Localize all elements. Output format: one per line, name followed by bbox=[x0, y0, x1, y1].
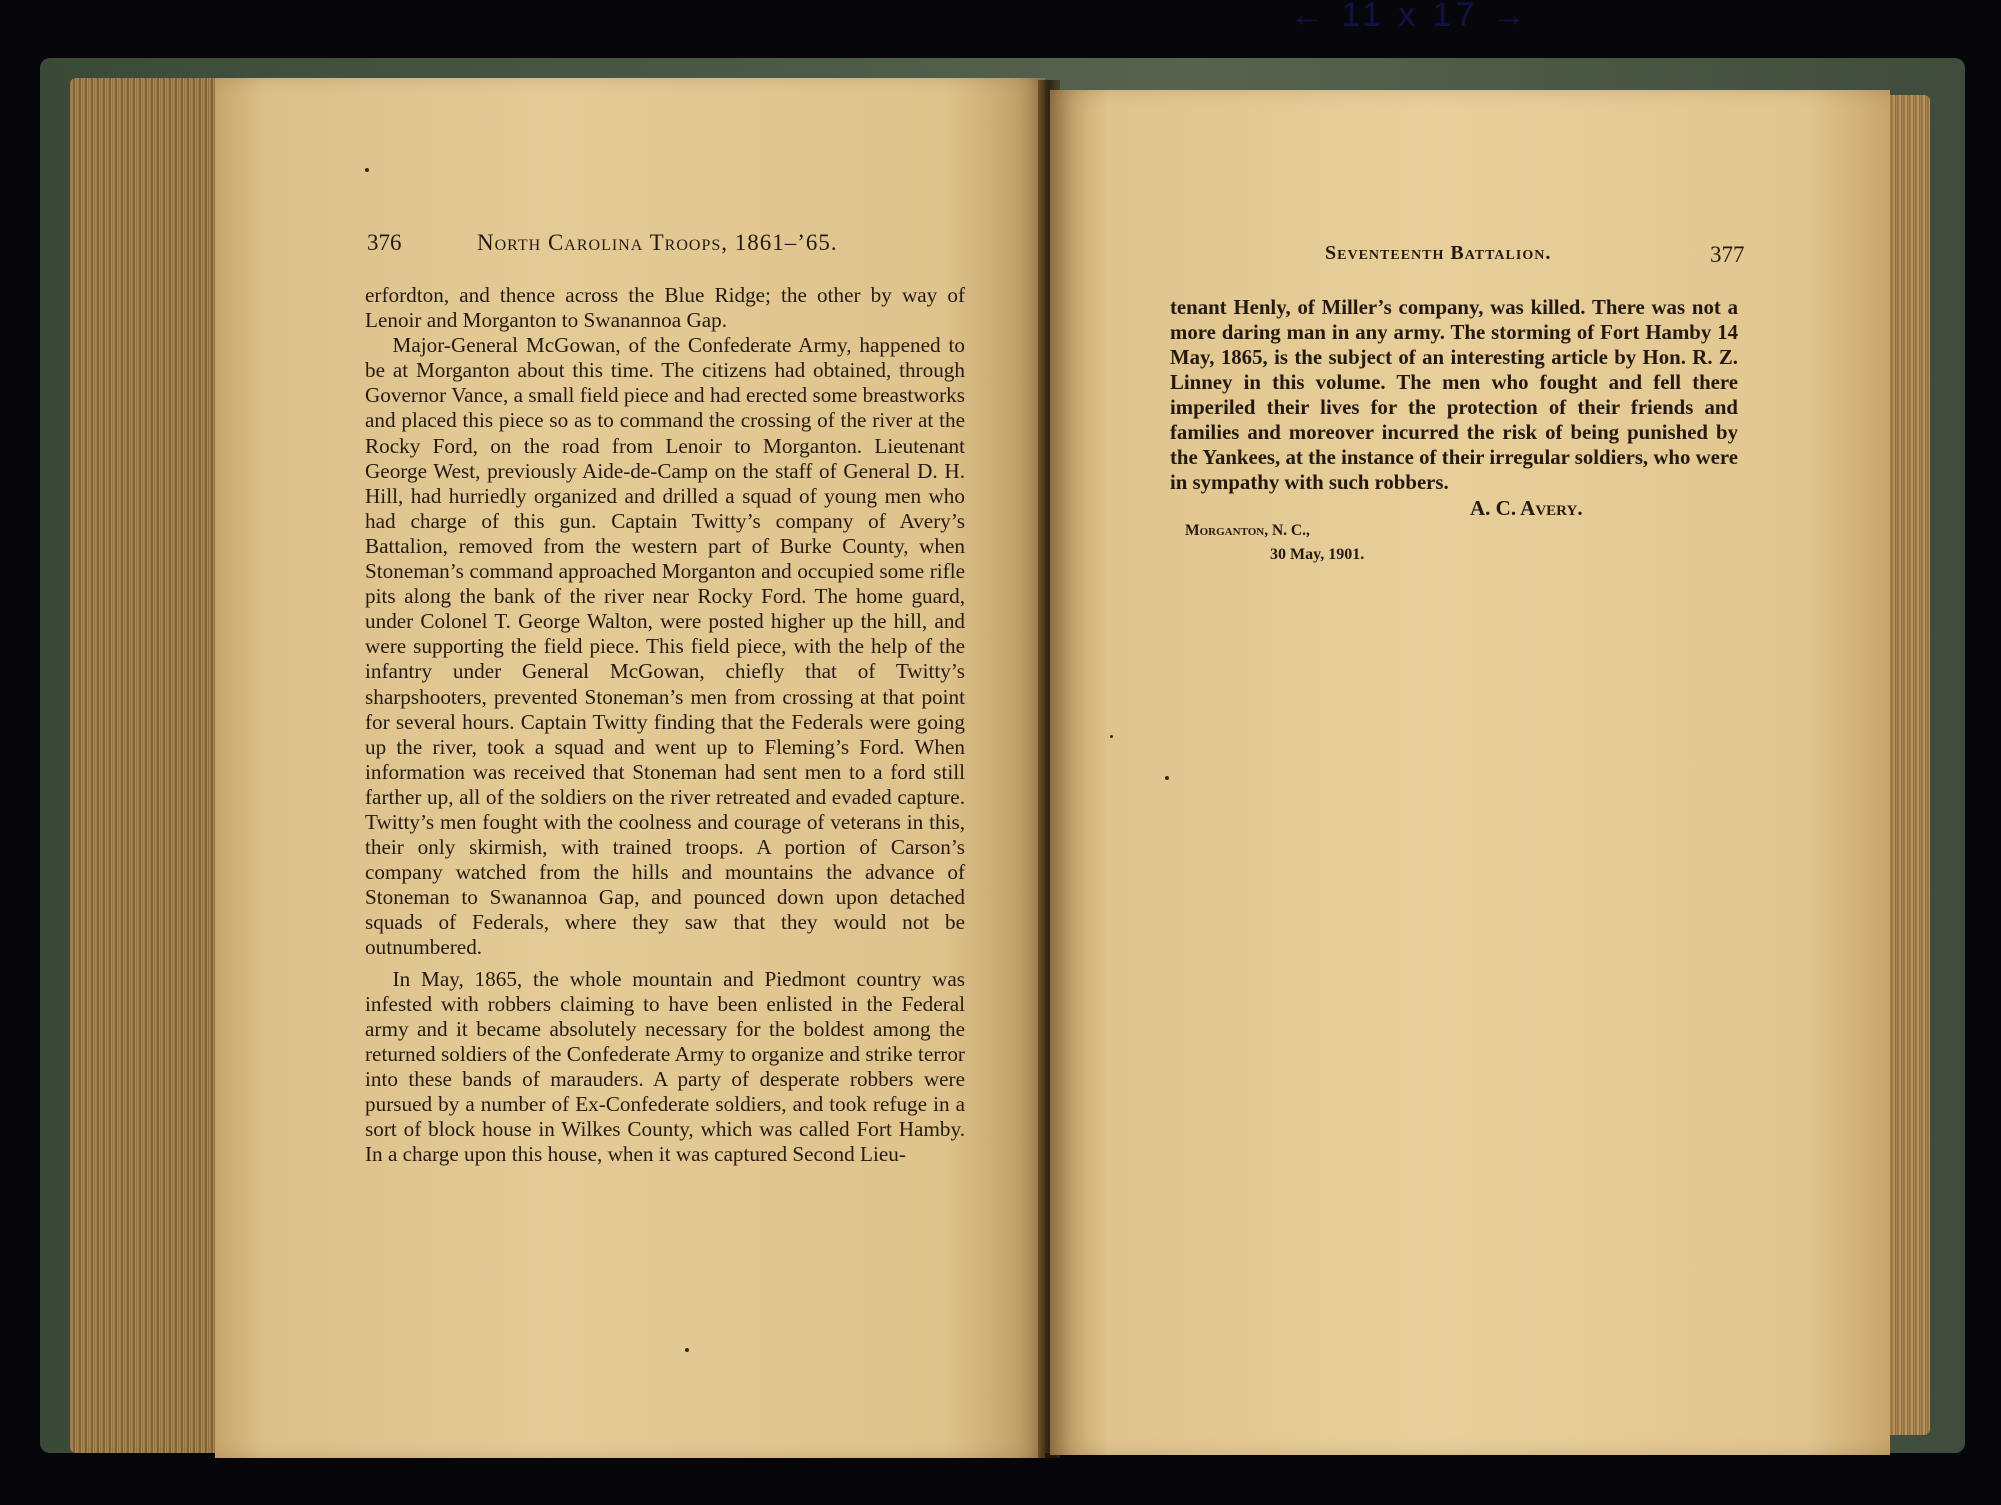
right-page-number: 377 bbox=[1710, 242, 1745, 267]
left-paragraph-3: In May, 1865, the whole mountain and Piedmont country was infested with robbers claiming to have been enlisted in the Federal army and it became absolutely necessary for the boldest among the returned soldiers of the Confederate Army to organize and strike terror into these bands of marauders. A party of desperate robbers were pursued by a number of Ex-Confederate soldiers, and took refuge in a sort of block house in Wilkes County, which was called Fort Hamby. In a charge upon this house, when it was captured Second Lieu- bbox=[365, 966, 965, 1167]
paper-speck bbox=[1110, 735, 1113, 738]
left-page-number: 376 bbox=[367, 230, 402, 255]
paper-speck bbox=[1165, 776, 1169, 780]
left-paragraph-1: erfordton, and thence across the Blue Ridge; the other by way of Lenoir and Morganton to Swanannoa Gap. bbox=[365, 283, 965, 333]
left-running-title: North Carolina Troops, 1861–’65. bbox=[477, 230, 838, 255]
dateline-place: Morganton, N. C., bbox=[1185, 522, 1310, 539]
paper-speck bbox=[685, 1348, 689, 1352]
author-signature: A. C. Avery. bbox=[1470, 496, 1583, 520]
paper-speck bbox=[365, 168, 369, 172]
right-running-title: Seventeenth Battalion. bbox=[1325, 242, 1552, 264]
page-edges-left bbox=[70, 78, 220, 1453]
right-paragraph-1: tenant Henly, of Miller’s company, was killed. There was not a more daring man in any army. The storming of Fort Hamby 14 May, 1865, is the subject of an interesting article by Hon. R. Z. Linney in this volume. The men who fought and fell there imperiled their lives for the protection of their friends and families and moreover incurred the risk of being punished by the Yankees, at the instance of their irregular soldiers, who were in sympathy with such robbers. bbox=[1170, 296, 1738, 494]
right-page bbox=[1050, 90, 1890, 1455]
left-page-text bbox=[365, 283, 965, 1167]
dateline-date: 30 May, 1901. bbox=[1270, 546, 1365, 563]
left-page bbox=[215, 78, 1045, 1458]
scan-ruler-label: ← 11 x 17 → bbox=[1290, 0, 1530, 34]
left-paragraph-2: Major-General McGowan, of the Confederate Army, happened to be at Morganton about this time. The citizens had obtained, through Governor Vance, a small field piece and had erected some breastworks and placed this piece so as to command the crossing of the river at the Rocky Ford, on the road from Lenoir to Morganton. Lieutenant George West, previously Aide-de-Camp on the staff of General D. H. Hill, had hurriedly organized and drilled a squad of young men who had charge of this gun. Captain Twitty’s company of Avery’s Battalion, removed from the western part of Burke County, when Stoneman’s command approached Morganton and occupied some rifle pits along the bank of the river near Rocky Ford. The home guard, under Colonel T. George Walton, were posted higher up the hill, and were supporting the field piece. This field piece, with the help of the infantry under General McGowan, chiefly that of Twitty’s sharpshooters, prevented Stoneman’s men from crossing at that point for several hours. Captain Twitty finding that the Federals were going up the river, took a squad and went up to Fleming’s Ford. When information was received that Stoneman had sent men to a ford still farther up, all of the soldiers on the river retreated and evaded capture. Twitty’s men fought with the coolness and courage of veterans in this, their only skirmish, with trained troops. A portion of Carson’s company watched from the hills and mountains the advance of Stoneman to Swanannoa Gap, and pounced down upon detached squads of Federals, where they saw that they would not be outnumbered. bbox=[365, 333, 965, 960]
right-page-text bbox=[1170, 295, 1738, 495]
